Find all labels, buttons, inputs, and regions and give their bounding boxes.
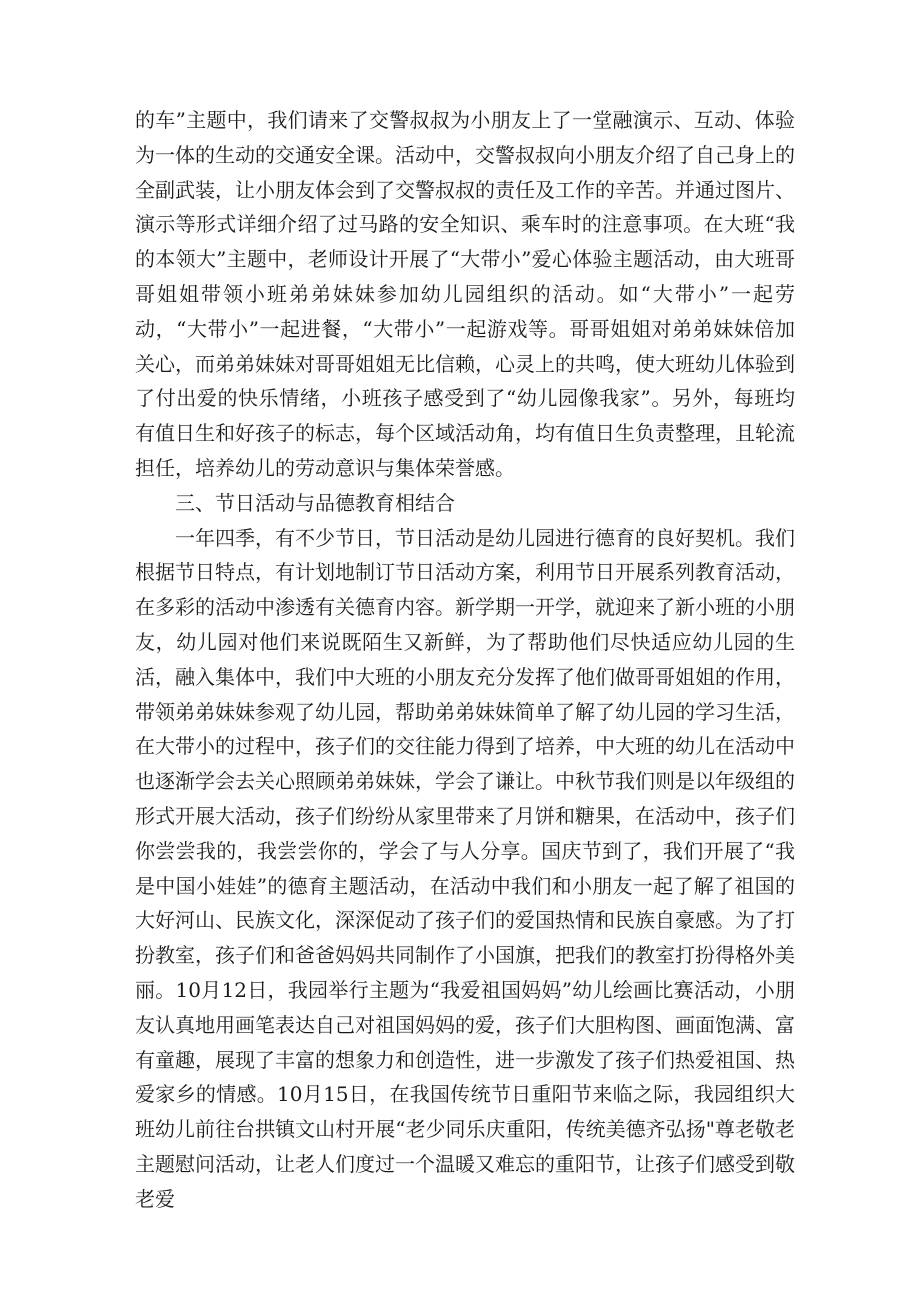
section-heading: 三、节日活动与品德教育相结合: [175, 490, 455, 515]
paragraph-continuation: 的车”主题中，我们请来了交警叔叔为小朋友上了一堂融演示、互动、体验为一体的生动的交通安全课。活动中，交警叔叔向小朋友介绍了自己身上的全副武装，让小朋友体会到了交警叔叔的责任及工作的辛苦。并通过图片、演示等形式详细介绍了过马路的安全知识、乘车时的注意事项。在大班“我的本领大”主题中，老师设计开展了“大带小”爱心体验主题活动，由大班哥哥姐姐带领小班弟弟妹妹参加幼儿园组织的活动。如“大带小”一起劳动，“大带小”一起进餐，“大带小”一起游戏等。哥哥姐姐对弟弟妹妹倍加关心，而弟弟妹妹对哥哥姐姐无比信赖，心灵上的共鸣，使大班幼儿体验到了付出爱的快乐情绪，小班孩子感受到了“幼儿园像我家”。另外，每班均有值日生和好孩子的标志，每个区域活动角，均有值日生负责整理，且轮流担任，培养幼儿的劳动意识与集体荣誉感。: [135, 108, 795, 480]
document-body: [135, 103, 795, 1217]
paragraph-festival-activities: 一年四季，有不少节日，节日活动是幼儿园进行德育的良好契机。我们根据节日特点，有计划地制订节日活动方案，利用节日开展系列教育活动，在多彩的活动中渗透有关德育内容。新学期一开学，就迎来了新小班的小朋友，幼儿园对他们来说既陌生又新鲜，为了帮助他们尽快适应幼儿园的生活，融入集体中，我们中大班的小朋友充分发挥了他们做哥哥姐姐的作用，带领弟弟妹妹参观了幼儿园，帮助弟弟妹妹简单了解了幼儿园的学习生活，在大带小的过程中，孩子们的交往能力得到了培养，中大班的幼儿在活动中也逐渐学会去关心照顾弟弟妹妹，学会了谦让。中秋节我们则是以年级组的形式开展大活动，孩子们纷纷从家里带来了月饼和糖果，在活动中，孩子们你尝尝我的，我尝尝你的，学会了与人分享。国庆节到了，我们开展了“我是中国小娃娃”的德育主题活动，在活动中我们和小朋友一起了解了祖国的大好河山、民族文化，深深促动了孩子们的爱国热情和民族自豪感。为了打扮教室，孩子们和爸爸妈妈共同制作了小国旗，把我们的教室打扮得格外美丽。10月12日，我园举行主题为“我爱祖国妈妈”幼儿绘画比赛活动，小朋友认真地用画笔表达自己对祖国妈妈的爱，孩子们大胆构图、画面饱满、富有童趣，展现了丰富的想象力和创造性，进一步激发了孩子们热爱祖国、热爱家乡的情感。10月15日，在我国传统节日重阳节来临之际，我园组织大班幼儿前往台拱镇文山村开展“老少同乐庆重阳，传统美德齐弘扬"尊老敬老主题慰问活动，让老人们度过一个温暖又难忘的重阳节，让孩子们感受到敬老爱: [135, 525, 795, 1211]
